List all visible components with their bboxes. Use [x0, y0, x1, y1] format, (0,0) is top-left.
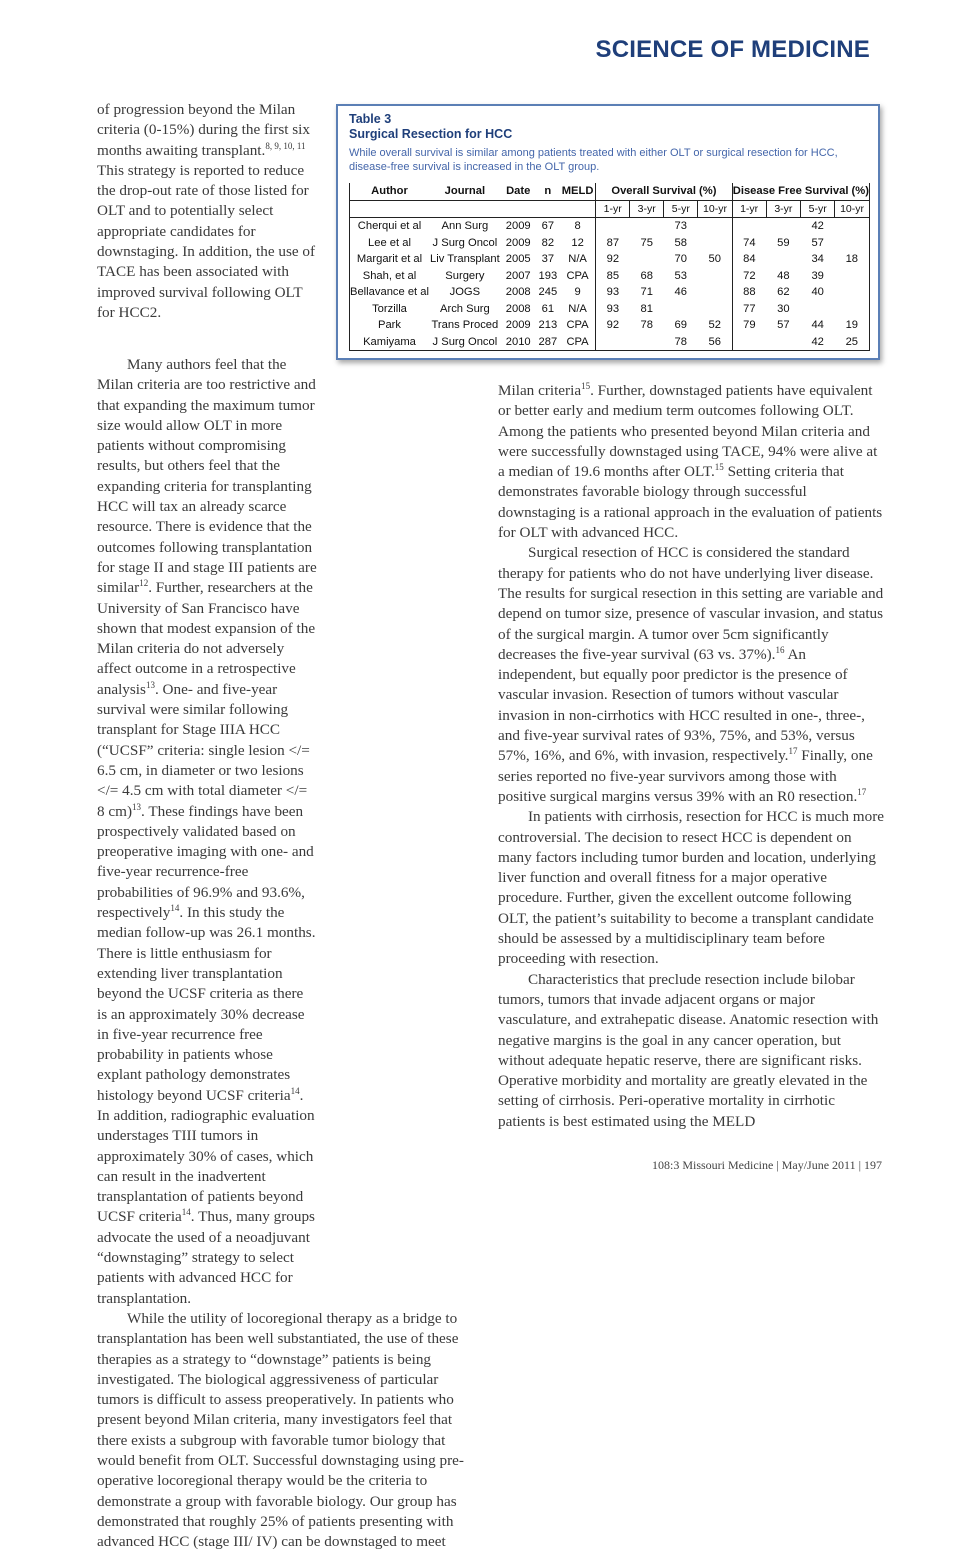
- table-header-row: [350, 183, 870, 200]
- table-cell: 2009: [505, 236, 531, 249]
- table-cell: 59: [777, 236, 790, 249]
- col-header: Overall Survival (%): [596, 183, 733, 200]
- table-number: Table 3: [349, 112, 392, 126]
- table-cell: CPA: [560, 334, 596, 351]
- table-cell: [630, 334, 664, 351]
- col-subheader: 5-yr: [664, 200, 698, 218]
- table-row: [350, 251, 870, 268]
- text-run: An independent, but equally poor predictor is the presence of vascular invasion. Resection of tumors without vascular invasion in non-cirrhotics with HCC resulted in one-, three-, and five-year survival rates of 93%, 75%, and 53%, versus 57%, 16%, and 6%, with invasion, respectively.: [498, 645, 865, 765]
- table-cell: 12: [571, 236, 584, 249]
- table-cell: Bellavance et al: [350, 284, 430, 301]
- citation: 12: [139, 578, 149, 589]
- table-cell: J Surg Oncol: [432, 236, 498, 249]
- text-run: . Further, researchers at the University of San Francisco have shown that modest expansion of the Milan criteria do not adversely affect outcome in a retrospective analysis: [97, 579, 316, 698]
- table-cell: 88: [732, 284, 766, 301]
- table-cell: 78: [664, 334, 698, 351]
- table-cell: 213: [538, 319, 558, 332]
- table-box: [336, 104, 880, 360]
- table-cell: 68: [640, 269, 653, 282]
- table-cell: 67: [541, 220, 555, 233]
- col-subheader: 10-yr: [835, 200, 870, 218]
- narrow-column: [97, 100, 317, 323]
- table-cell: Ann Surg: [441, 220, 489, 233]
- table-cell: [630, 218, 664, 235]
- table-cell: 73: [674, 220, 687, 233]
- text-run: . Thus, many groups advocate the used of a neoadjuvant “downstaging” strategy to select patients with advanced HCC for transplantation.: [97, 1208, 315, 1307]
- table-cell: Shah, et al: [350, 268, 430, 285]
- table-cell: 81: [640, 302, 653, 315]
- table-cell: 57: [777, 319, 790, 332]
- table-cell: 62: [777, 286, 790, 299]
- table-cell: Arch Surg: [440, 302, 490, 315]
- table-cell: 82: [541, 236, 555, 249]
- table-cell: [698, 284, 732, 301]
- col-subheader: 1-yr: [596, 200, 630, 218]
- col-subheader: 3-yr: [766, 200, 801, 218]
- paragraph: [97, 100, 317, 323]
- table-cell: CPA: [566, 319, 589, 332]
- table-cell: 46: [674, 286, 687, 299]
- page-footer: 108:3 Missouri Medicine | May/June 2011 | 197: [651, 1158, 882, 1172]
- table-row: [350, 317, 870, 334]
- col-subheader: 1-yr: [732, 200, 766, 218]
- table-cell: 92: [596, 317, 630, 334]
- table-cell: [698, 301, 732, 318]
- col-subheader: 10-yr: [698, 200, 732, 218]
- table-cell: N/A: [568, 302, 587, 315]
- citation: 8, 9, 10, 11: [265, 140, 306, 151]
- citation: 13: [132, 801, 142, 812]
- col-subheader: 5-yr: [801, 200, 835, 218]
- citation: 15: [581, 381, 591, 391]
- text-run: This strategy is reported to reduce the drop-out rate of those listed for OLT and to potentially select appropriate candidates for downstaging. In addition, the use of TACE has been associated with improved survival following OLT for HCC2.: [97, 161, 316, 321]
- table-cell: 78: [640, 319, 653, 332]
- text-run: . In this study the median follow-up was 26.1 months. There is little enthusiasm for extending liver transplantation beyond the UCSF criteria as there is an approximately 30% decrease in five-year recurrence free probability in patients whose explant pathology demonstrates histology beyond UCSF criteria: [97, 904, 316, 1104]
- subheader-blank: [429, 200, 501, 218]
- table-label: [349, 112, 512, 142]
- paragraph: [97, 355, 472, 1309]
- table-cell: Kamiyama: [350, 334, 430, 351]
- table-cell: 44: [811, 319, 824, 332]
- table-cell: [596, 218, 630, 235]
- table-cell: 37: [541, 253, 555, 266]
- table-subheader-row: [350, 200, 870, 218]
- table-cell: Trans Proced: [431, 319, 499, 332]
- table-cell: 40: [811, 286, 824, 299]
- text-run: Finally, one series reported no five-year survivors among those with positive surgical margins versus 39% with an R0 resection.: [498, 747, 873, 805]
- table-cell: [835, 301, 870, 318]
- table-cell: [835, 284, 870, 301]
- table-row: [350, 218, 870, 235]
- table-cell: 19: [835, 317, 870, 334]
- table-cell: 92: [596, 251, 630, 268]
- table-cell: 75: [640, 236, 653, 249]
- table-cell: [766, 218, 801, 235]
- table-row: [350, 301, 870, 318]
- table-cell: [664, 301, 698, 318]
- subheader-blank: [501, 200, 536, 218]
- text-run: . In addition, radiographic evaluation understages TIII tumors in approximately 30% of cases, which can result in the inadvertent transplantation of patients beyond UCSF criteria: [97, 1086, 315, 1226]
- table-cell: 69: [674, 319, 687, 332]
- paragraph: Characteristics that preclude resection include bilobar tumors, tumors that invade adjacent organs or major vasculature, and extrahepatic disease. Anatomic resection with negative margins is the goal in any cancer operation, but without adequate hepatic reserve, there are significant risks. Operative morbidity and mortality are greatly elevated in the setting of cirrhosis. Peri-operative mortality in cirrhotic patients is best estimated using the MELD: [498, 970, 879, 1130]
- table-cell: [596, 334, 630, 351]
- table-cell: [835, 235, 870, 252]
- table-cell: 77: [732, 301, 766, 318]
- table-cell: 72: [732, 268, 766, 285]
- col-subheader: 3-yr: [630, 200, 664, 218]
- paragraph: [498, 381, 884, 543]
- table-cell: 39: [811, 269, 824, 282]
- table-cell: 2007: [505, 269, 531, 282]
- table-cell: [766, 251, 801, 268]
- table-cell: 245: [538, 286, 558, 299]
- table-cell: Park: [350, 317, 430, 334]
- subheader-blank: [536, 200, 560, 218]
- table-cell: 42: [801, 334, 835, 351]
- table-cell: JOGS: [449, 286, 481, 299]
- table-cell: 2008: [505, 302, 531, 315]
- table-cell: 34: [811, 253, 824, 266]
- table-cell: 25: [835, 334, 870, 351]
- table-cell: 42: [811, 220, 824, 233]
- table-cell: 2005: [505, 253, 531, 266]
- table-cell: 9: [574, 286, 581, 299]
- left-column: [97, 355, 472, 1553]
- table-cell: 58: [674, 236, 687, 249]
- table-cell: Surgery: [445, 269, 485, 282]
- table-row: [350, 284, 870, 301]
- right-column: [498, 381, 884, 1132]
- table-cell: 193: [538, 269, 558, 282]
- table-cell: 79: [732, 317, 766, 334]
- table-cell: [732, 218, 766, 235]
- table-cell: [630, 251, 664, 268]
- table-cell: 57: [811, 236, 824, 249]
- table-cell: 48: [777, 269, 790, 282]
- table-cell: Margarit et al: [350, 251, 430, 268]
- col-header: Journal: [429, 183, 501, 200]
- subheader-blank: [560, 200, 596, 218]
- table-caption: While overall survival is similar among patients treated with either OLT or surgical resection for HCC, disease-free survival is increased in the OLT group.: [349, 147, 838, 173]
- col-header: MELD: [560, 183, 596, 200]
- table-cell: 71: [640, 286, 653, 299]
- table-cell: 2009: [505, 319, 531, 332]
- table-cell: [835, 268, 870, 285]
- table-cell: Torzilla: [350, 301, 430, 318]
- citation: 17: [788, 746, 798, 757]
- citation: 13: [145, 679, 155, 690]
- table-row: [350, 235, 870, 252]
- col-header: Author: [350, 183, 430, 200]
- table-cell: [732, 334, 766, 351]
- table-cell: N/A: [568, 253, 587, 266]
- citation: 14: [170, 903, 180, 914]
- table-cell: 8: [574, 220, 581, 233]
- table-cell: 2010: [501, 334, 536, 351]
- citation: 14: [181, 1207, 191, 1218]
- table-cell: [698, 268, 732, 285]
- table-cell: 2009: [505, 220, 531, 233]
- table-cell: [835, 218, 870, 235]
- table-title: Surgical Resection for HCC: [349, 127, 513, 141]
- text-run: Setting criteria that demonstrates favorable biology through successful downstaging is a rational approach in the evaluation of patients for OLT with advanced HCC.: [498, 463, 883, 542]
- table-cell: 50: [708, 253, 721, 266]
- resection-table: [349, 183, 870, 351]
- table-cell: 18: [835, 251, 870, 268]
- table-row: [350, 334, 870, 351]
- table-cell: 52: [708, 319, 721, 332]
- text-run: Many authors feel that the Milan criteria are too restrictive and that expanding the maximum tumor size would allow OLT in more patients without compromising results, but others feel that the expanding criteria for transplanting HCC will tax an already scarce resource. There is evidence that the outcomes following transplantation for stage II and stage III patients are similar: [97, 356, 317, 597]
- col-header: Disease Free Survival (%): [732, 183, 869, 200]
- text-run: Milan criteria: [498, 382, 582, 399]
- table-cell: 2008: [505, 286, 531, 299]
- citation: 16: [775, 644, 785, 655]
- paragraph: While the utility of locoregional therapy as a bridge to transplantation has been well substantiated, the use of these therapies as a strategy to “downstage” patients is being investigated. The biological aggressiveness of particular tumors is difficult to assess preoperatively. In patients who present beyond Milan criteria, many investigators feel that there exists a subgroup with favorable tumor biology that would benefit from OLT. Successful downstaging using pre-operative locoregional therapy would be the criteria to demonstrate a group with favorable biology. Our group has demonstrated that roughly 25% of patients presenting with advanced HCC (stage III/ IV) can be downstaged to meet: [97, 1309, 464, 1551]
- table-cell: [801, 301, 835, 318]
- table-cell: [698, 235, 732, 252]
- table-cell: CPA: [566, 269, 589, 282]
- col-header: n: [536, 183, 560, 200]
- table-cell: 53: [674, 269, 687, 282]
- table-cell: 87: [596, 235, 630, 252]
- table-cell: 61: [541, 302, 555, 315]
- table-cell: [698, 218, 732, 235]
- text-run: Surgical resection of HCC is considered the standard therapy for patients who do not have underlying liver disease. The results for surgical resection in this setting are variable and depend on tumor size, presence of vascular invasion, and status of the surgical margin. A tumor over 5cm significantly decreases the five-year survival (63 vs. 37%).: [498, 544, 884, 663]
- table-cell: 85: [596, 268, 630, 285]
- table-cell: Liv Transplant: [430, 253, 500, 266]
- text-run: . One- and five-year survival were similar following transplant for Stage IIIA HCC (“UCSF” criteria: single lesion </= 6.5 cm, in diameter or two lesions </= 4.5 cm with total diameter </= 8 cm): [97, 680, 310, 820]
- col-header: Date: [501, 183, 536, 200]
- text-run: . Further, downstaged patients have equivalent or better early and medium term outcomes following OLT. Among the patients who presented beyond Milan criteria and were successfully downstaged using TACE, 94% were alive at a median of 19.6 months after OLT.: [498, 382, 878, 481]
- citation: 14: [290, 1085, 300, 1096]
- table-row: [350, 268, 870, 285]
- table-cell: Cherqui et al: [350, 218, 430, 235]
- table-cell: [766, 334, 801, 351]
- table-cell: 70: [674, 253, 687, 266]
- subheader-blank: [350, 200, 430, 218]
- table-cell: 84: [732, 251, 766, 268]
- table-cell: 30: [777, 302, 790, 315]
- table-cell: 56: [698, 334, 732, 351]
- citation: 17: [857, 786, 867, 797]
- paragraph: [498, 543, 884, 807]
- section-header: SCIENCE OF MEDICINE: [595, 36, 870, 63]
- table-cell: J Surg Oncol: [429, 334, 501, 351]
- table-cell: 74: [732, 235, 766, 252]
- paragraph: In patients with cirrhosis, resection for HCC is much more controversial. The decision to resect HCC is dependent on many factors including tumor burden and location, underlying liver function and overall fitness for a major operative procedure. Further, given the excellent outcome following OLT, the patient’s suitability to become a transplant candidate should be assessed by a multidisciplinary team before proceeding with resection.: [498, 808, 884, 968]
- table-cell: 287: [536, 334, 560, 351]
- table-cell: Lee et al: [350, 235, 430, 252]
- text-run: . These findings have been prospectively validated based on preoperative imaging with one- and five-year recurrence-free probabilities of 96.9% and 93.6%, respectively: [97, 802, 314, 922]
- citation: 15: [714, 462, 724, 473]
- table-cell: 93: [596, 284, 630, 301]
- text-run: of progression beyond the Milan criteria (0-15%) during the first six months awaiting transplant.: [97, 101, 310, 159]
- table-cell: 93: [596, 301, 630, 318]
